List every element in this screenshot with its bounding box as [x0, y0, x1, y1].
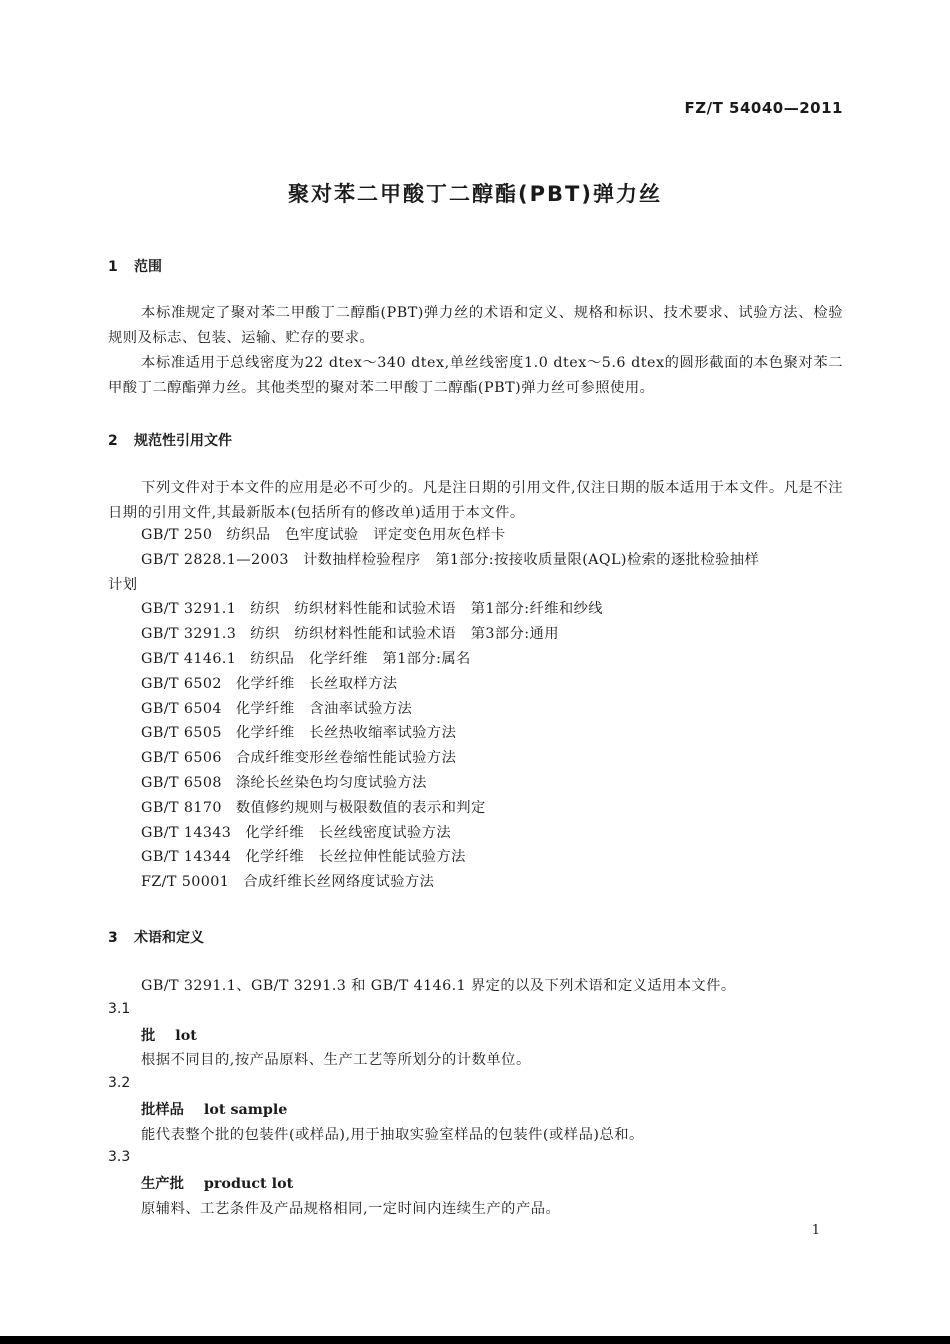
reference-title-continued: 计划	[108, 576, 138, 593]
references-intro: 下列文件对于本文件的应用是必不可少的。凡是注日期的引用文件,仅注日期的版本适用于本文件。凡是不注日期的引用文件,其最新版本(包括所有的修改单)适用于本文件。	[108, 480, 843, 521]
section-title: 术语和定义	[134, 930, 204, 946]
reference-item	[141, 821, 759, 846]
reference-code: GB/T 6506	[141, 750, 222, 767]
reference-title: 化学纤维 含油率试验方法	[235, 700, 413, 717]
reference-code: GB/T 8170	[141, 799, 222, 816]
reference-item	[141, 597, 759, 622]
section-title: 规范性引用文件	[134, 433, 232, 449]
reference-code: GB/T 14343	[141, 824, 232, 841]
reference-code: GB/T 4146.1	[141, 650, 237, 667]
reference-title: 纺织品 色牢度试验 评定变色用灰色样卡	[226, 527, 506, 543]
reference-code: GB/T 3291.3	[141, 626, 237, 643]
reference-title: 化学纤维 长丝取样方法	[235, 675, 398, 692]
term-definition: 能代表整个批的包装件(或样品),用于抽取实验室样品的包装件(或样品)总和。	[141, 1127, 644, 1143]
reference-title: 合成纤维长丝网络度试验方法	[243, 874, 435, 891]
reference-code: GB/T 6502	[141, 675, 222, 692]
reference-title: 数值修约规则与极限数值的表示和判定	[235, 799, 486, 816]
reference-item	[141, 771, 759, 796]
term-name-en: lot sample	[203, 1102, 288, 1118]
reference-item	[141, 845, 759, 870]
term-number: 3.1	[108, 1001, 131, 1017]
terms-intro: GB/T 3291.1、GB/T 3291.3 和 GB/T 4146.1 界定的以及下列术语和定义适用本文件。	[141, 978, 736, 994]
section-heading-terms	[108, 927, 204, 947]
section-heading-references	[108, 430, 232, 450]
reference-code: GB/T 3291.1	[141, 601, 237, 618]
term-name-en: product lot	[203, 1176, 294, 1192]
term-definition: 根据不同目的,按产品原料、生产工艺等所划分的计数单位。	[141, 1052, 531, 1068]
document-title: 聚对苯二甲酸丁二醇酯(PBT)弹力丝	[288, 182, 662, 206]
reference-code: GB/T 14344	[141, 849, 232, 866]
reference-title: 纺织品 化学纤维 第1部分:属名	[250, 650, 471, 667]
term-number: 3.3	[108, 1149, 131, 1165]
reference-title: 计数抽样检验程序 第1部分:按接收质量限(AQL)检索的逐批检验抽样	[302, 551, 760, 568]
reference-item	[141, 647, 759, 672]
reference-item	[141, 721, 759, 746]
reference-item	[141, 697, 759, 722]
reference-list	[108, 523, 760, 895]
reference-title: 涤纶长丝染色均匀度试验方法	[235, 774, 427, 791]
reference-item	[141, 746, 759, 771]
reference-code: GB/T 250	[141, 527, 213, 543]
section-number: 3	[108, 930, 118, 946]
section-heading-scope	[108, 256, 162, 276]
term-definition: 原辅料、工艺条件及产品规格相同,一定时间内连续生产的产品。	[141, 1201, 561, 1217]
reference-title: 化学纤维 长丝线密度试验方法	[245, 824, 452, 841]
term-name-zh: 生产批	[141, 1176, 184, 1192]
reference-code: GB/T 6505	[141, 725, 222, 742]
reference-item	[141, 622, 759, 647]
page-number: 1	[811, 1223, 820, 1238]
term-name-zh: 批样品	[141, 1102, 184, 1118]
reference-title: 纺织 纺织材料性能和试验术语 第3部分:通用	[250, 626, 559, 643]
reference-item	[141, 523, 759, 548]
reference-item	[141, 796, 759, 821]
term-name	[141, 1025, 197, 1045]
section-number: 1	[108, 259, 118, 275]
term-name-en: lot	[175, 1028, 197, 1044]
reference-title: 合成纤维变形丝卷缩性能试验方法	[235, 750, 457, 767]
section-number: 2	[108, 433, 118, 449]
term-number: 3.2	[108, 1075, 131, 1091]
scope-paragraph-1: 本标准规定了聚对苯二甲酸丁二醇酯(PBT)弹力丝的术语和定义、规格和标识、技术要求、试验方法、检验规则及标志、包装、运输、贮存的要求。	[108, 305, 843, 346]
reference-title: 纺织 纺织材料性能和试验术语 第1部分:纤维和纱线	[250, 601, 603, 618]
section-title: 范围	[134, 259, 162, 275]
reference-item	[141, 870, 759, 895]
term-name	[141, 1099, 287, 1119]
reference-code: FZ/T 50001	[141, 874, 230, 891]
bottom-border	[0, 1336, 950, 1344]
reference-code: GB/T 6504	[141, 700, 222, 717]
term-name-zh: 批	[141, 1028, 156, 1044]
reference-item	[141, 672, 759, 697]
standard-code: FZ/T 54040—2011	[684, 99, 843, 117]
reference-code: GB/T 6508	[141, 774, 222, 791]
reference-item	[108, 548, 760, 598]
reference-code: GB/T 2828.1—2003	[141, 551, 289, 568]
scope-paragraph-2: 本标准适用于总线密度为22 dtex～340 dtex,单丝线密度1.0 dtex～5.6 dtex的圆形截面的本色聚对苯二甲酸丁二醇酯弹力丝。其他类型的聚对苯二甲酸丁二醇酯(PBT)弹力丝可参照使用。	[108, 355, 843, 396]
reference-title: 化学纤维 长丝热收缩率试验方法	[235, 725, 457, 742]
term-name	[141, 1173, 293, 1193]
reference-title: 化学纤维 长丝拉伸性能试验方法	[245, 849, 466, 866]
